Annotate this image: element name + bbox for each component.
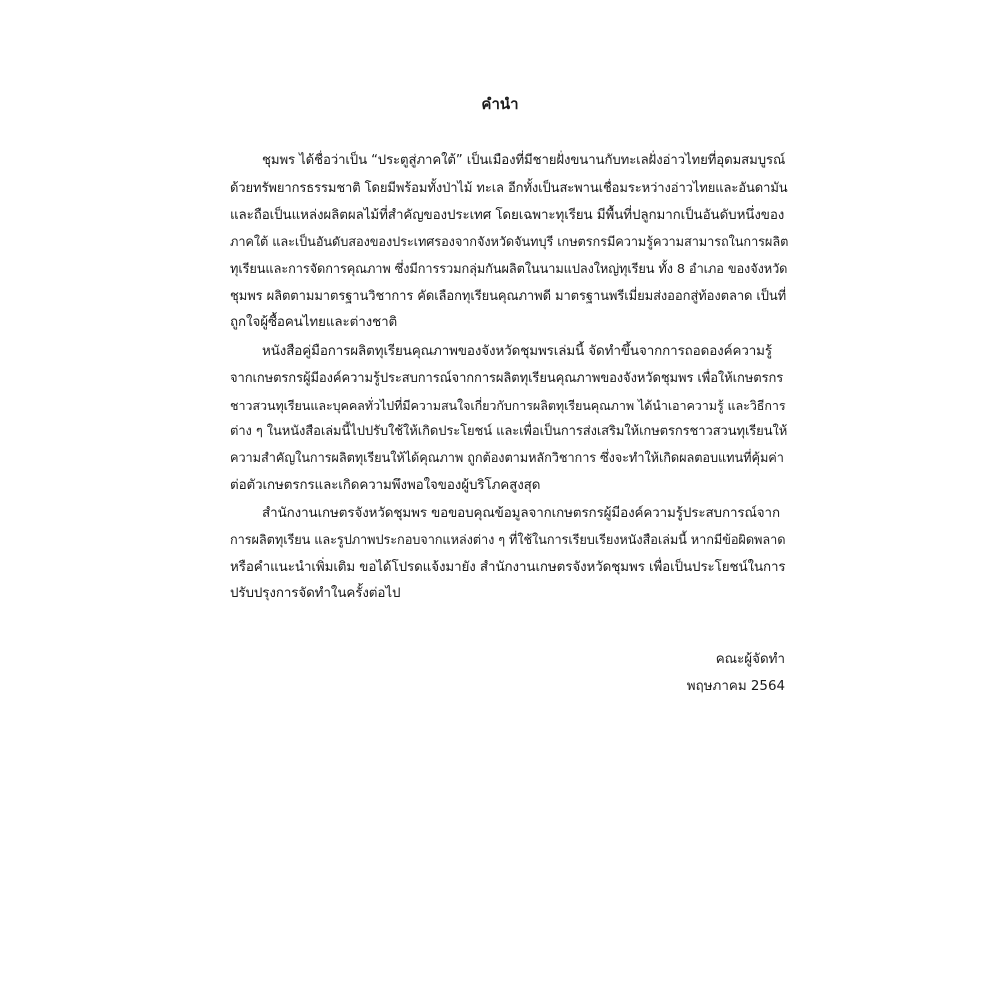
paragraph-3-line-3: หรือคำแนะนำเพิ่มเติม ขอได้โปรดแจ้งมายัง สำนักงานเกษตรจังหวัดชุมพร เพื่อเป็นประโยชน์ในการ [230, 560, 786, 575]
paragraph-1-line-5: ทุเรียนและการจัดการคุณภาพ ซึ่งมีการรวมกลุ่มกันผลิตในนามแปลงใหญ่ทุเรียน ทั้ง 8 อำเภอ ของจังหวัด [230, 262, 788, 277]
page-title: คำนำ [481, 95, 519, 113]
paragraph-3-line-1: สำนักงานเกษตรจังหวัดชุมพร ขอขอบคุณข้อมูลจากเกษตรกรผู้มีองค์ความรู้ประสบการณ์จาก [262, 506, 780, 521]
paragraph-3-line-2: การผลิตทุเรียน และรูปภาพประกอบจากแหล่งต่าง ๆ ที่ใช้ในการเรียบเรียงหนังสือเล่มนี้ หากมีข้อผิดพลาด [230, 533, 786, 548]
paragraph-1-line-6: ชุมพร ผลิตตามมาตรฐานวิชาการ คัดเลือกทุเรียนคุณภาพดี มาตรฐานพรีเมี่ยมส่งออกสู่ท้องตลาด เป็นที่ [230, 289, 787, 304]
paragraph-2-line-3: ชาวสวนทุเรียนและบุคคลทั่วไปที่มีความสนใจเกี่ยวกับการผลิตทุเรียนคุณภาพ ได้นำเอาความรู้ และวิธีการ [230, 398, 786, 413]
paragraph-3-line-4: ปรับปรุงการจัดทำในครั้งต่อไป [230, 586, 401, 601]
paragraph-2-line-6: ต่อตัวเกษตรกรและเกิดความพึงพอใจของผู้บริโภคสูงสุด [230, 478, 541, 493]
signature-date: พฤษภาคม 2564 [686, 679, 785, 694]
paragraph-2-line-2: จากเกษตรกรผู้มีองค์ความรู้ประสบการณ์จากการผลิตทุเรียนคุณภาพของจังหวัดชุมพร เพื่อให้เกษตรกร [230, 371, 784, 386]
paragraph-1-line-4: ภาคใต้ และเป็นอันดับสองของประเทศรองจากจังหวัดจันทบุรี เกษตรกรมีความรู้ความสามารถในการผลิต [230, 235, 789, 250]
paragraph-2-line-5: ความสำคัญในการผลิตทุเรียนให้ได้คุณภาพ ถูกต้องตามหลักวิชาการ ซึ่งจะทำให้เกิดผลตอบแทนที่คุ้มค่า [230, 451, 784, 466]
paragraph-2-line-1: หนังสือคู่มือการผลิตทุเรียนคุณภาพของจังหวัดชุมพรเล่มนี้ จัดทำขึ้นจากการถอดองค์ความรู้ [262, 344, 772, 359]
paragraph-2-line-4: ต่าง ๆ ในหนังสือเล่มนี้ไปปรับใช้ให้เกิดประโยชน์ และเพื่อเป็นการส่งเสริมให้เกษตรกรชาวสวนทุเรียนให้ [230, 424, 788, 439]
paragraph-1-line-1: ชุมพร ได้ชื่อว่าเป็น “ประตูสู่ภาคใต้” เป็นเมืองที่มีชายฝั่งขนานกับทะเลฝั่งอ่าวไทยที่อุดมสมบูรณ์ [262, 153, 786, 168]
paragraph-1-line-7: ถูกใจผู้ซื้อคนไทยและต่างชาติ [230, 315, 398, 330]
paragraph-1-line-2: ด้วยทรัพยากรธรรมชาติ โดยมีพร้อมทั้งป่าไม้ ทะเล อีกทั้งเป็นสะพานเชื่อมระหว่างอ่าวไทยและอันดามัน [230, 181, 788, 196]
signature-author: คณะผู้จัดทำ [715, 652, 785, 667]
paragraph-1-line-3: และถือเป็นแหล่งผลิตผลไม้ที่สำคัญของประเทศ โดยเฉพาะทุเรียน มีพื้นที่ปลูกมากเป็นอันดับหนึ่งของ [230, 208, 785, 223]
